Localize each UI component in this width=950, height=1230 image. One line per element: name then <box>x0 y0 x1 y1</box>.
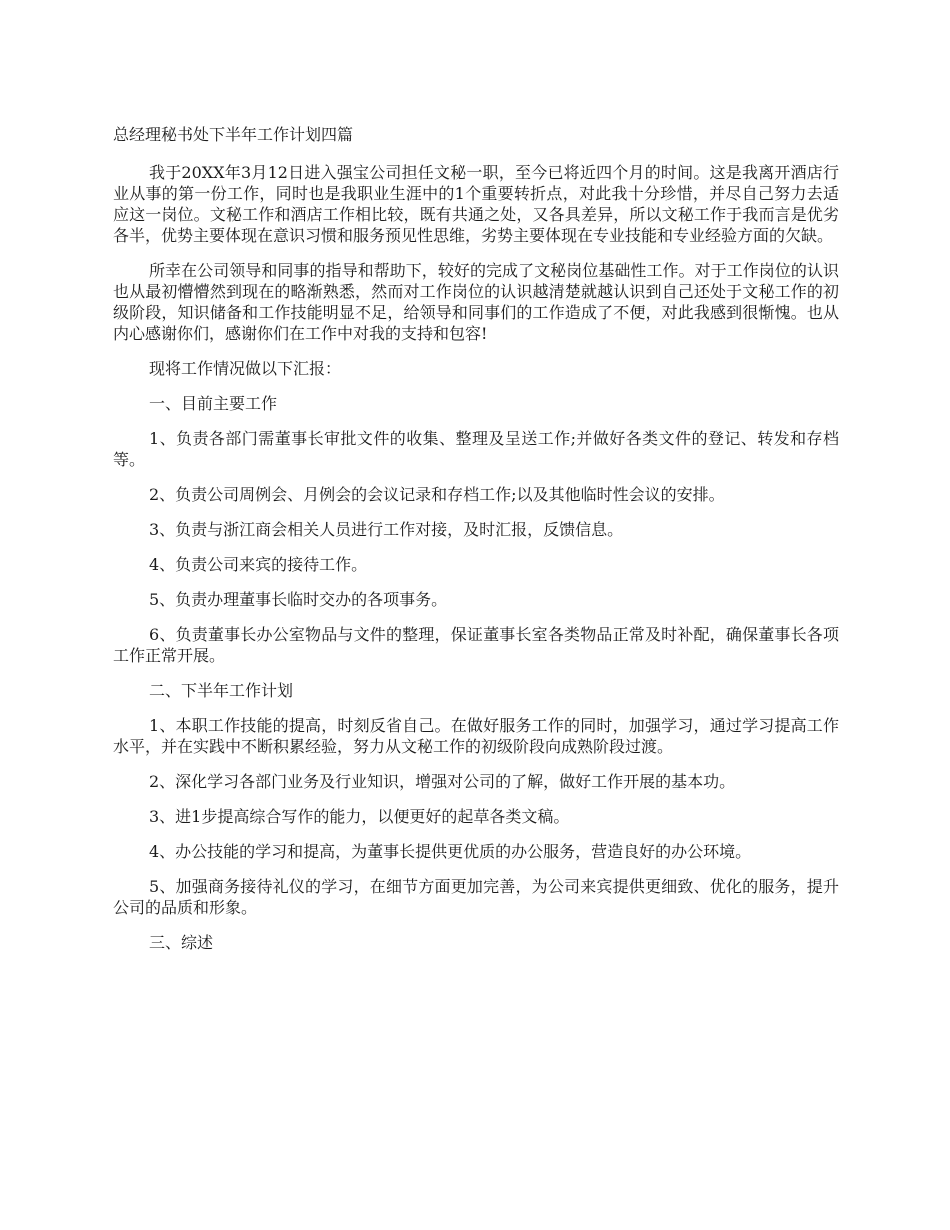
section-heading-plan: 二、下半年工作计划 <box>149 681 294 700</box>
current-work-item: 4、负责公司来宾的接待工作。 <box>149 555 368 574</box>
current-work-item: 3、负责与浙江商会相关人员进行工作对接，及时汇报，反馈信息。 <box>149 520 624 539</box>
plan-item: 2、深化学习各部门业务及行业知识，增强对公司的了解，做好工作开展的基本功。 <box>149 772 736 791</box>
intro-paragraph: 我于20XX年3月12日进入强宝公司担任文秘一职，至今已将近四个月的时间。这是我离开酒店行业从事的第一份工作，同时也是我职业生涯中的1个重要转折点，对此我十分珍惜，并尽自己努力去适应这一岗位。文秘工作和酒店工作相比较，既有共通之处，又各具差异，所以文秘工作于我而言是优劣各半，优势主要体现在意识习惯和服务预见性思维，劣势主要体现在专业技能和专业经验方面的欠缺。 <box>113 163 839 245</box>
document-title: 总经理秘书处下半年工作计划四篇 <box>113 125 354 144</box>
section-heading-current-work: 一、目前主要工作 <box>149 394 278 413</box>
current-work-item: 1、负责各部门需董事长审批文件的收集、整理及呈送工作;并做好各类文件的登记、转发和存档等。 <box>113 429 839 469</box>
plan-item: 1、本职工作技能的提高，时刻反省自己。在做好服务工作的同时，加强学习，通过学习提高工作水平，并在实践中不断积累经验，努力从文秘工作的初级阶段向成熟阶段过渡。 <box>113 716 839 756</box>
current-work-item: 2、负责公司周例会、月例会的会议记录和存档工作;以及其他临时性会议的安排。 <box>149 485 725 504</box>
current-work-item: 6、负责董事长办公室物品与文件的整理，保证董事长室各类物品正常及时补配，确保董事长各项工作正常开展。 <box>113 625 839 665</box>
plan-item: 4、办公技能的学习和提高，为董事长提供更优质的办公服务，营造良好的办公环境。 <box>149 842 752 861</box>
gratitude-paragraph: 所幸在公司领导和同事的指导和帮助下，较好的完成了文秘岗位基础性工作。对于工作岗位的认识也从最初懵懵然到现在的略渐熟悉，然而对工作岗位的认识越清楚就越认识到自己还处于文秘工作的初级阶段，知识储备和工作技能明显不足，给领导和同事们的工作造成了不便，对此我感到很惭愧。也从内心感谢你们，感谢你们在工作中对我的支持和包容! <box>113 261 839 343</box>
plan-item: 5、加强商务接待礼仪的学习，在细节方面更加完善，为公司来宾提供更细致、优化的服务，提升公司的品质和形象。 <box>113 877 839 917</box>
current-work-item: 5、负责办理董事长临时交办的各项事务。 <box>149 590 448 609</box>
document-page <box>113 124 839 967</box>
report-intro: 现将工作情况做以下汇报： <box>149 359 342 378</box>
section-heading-summary: 三、综述 <box>149 933 214 952</box>
plan-item: 3、进1步提高综合写作的能力，以便更好的起草各类文稿。 <box>149 807 570 826</box>
